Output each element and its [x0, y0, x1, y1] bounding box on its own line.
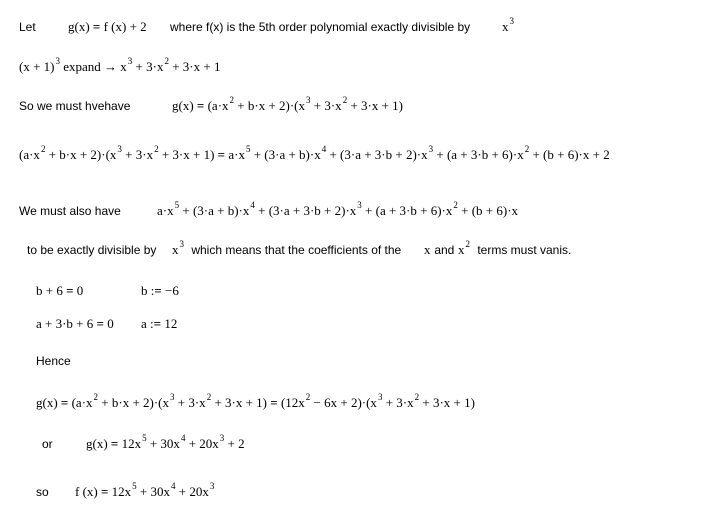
g-final: $g(x) = 12x^5 + 30x^4 + 20x^3 + 2$	[86, 433, 245, 451]
divisibility-text-4: terms must vanis.	[474, 243, 572, 257]
so-we-must-label: So we must hvehave	[19, 99, 131, 113]
divisibility-text-1: to be exactly divisible by	[27, 243, 160, 257]
binomial-expansion: $(x + 1)^3$ expand → $x^3 + 3\cdot x^2 + 3\cdot x + 1$	[19, 56, 221, 74]
divisibility-text-2: which means that the coefficients of the	[188, 243, 405, 257]
b-equation: b + 6 = 0	[36, 283, 84, 298]
g-definition: g(x) = f (x) + 2	[68, 19, 147, 34]
let-label: Let	[19, 20, 36, 34]
x-squared-inline: $x^2$	[458, 239, 470, 257]
x-cubed-inline: $x^3$	[172, 239, 184, 257]
hence-label: Hence	[36, 354, 71, 368]
f-final: f $(x) = 12x^5 + 30x^4 + 20x^3$	[75, 481, 215, 499]
x-cubed-term: $x^3$	[502, 16, 514, 34]
product-expansion: $(a\cdot x^2 + b\cdot x + 2)\cdot(x^3 + 3\cdot x^2 + 3\cdot x + 1) = a\cdot x^5 + (3\cdot a + b)\cdot x^4 + (3\cdot a + 3\cdot b + 2)\cdot x^3 + (a + 3\cdot b + 6)\cdot x^2 + (b + 6)\cdot x + 2$	[19, 144, 610, 162]
b-assignment: b := −6	[141, 283, 179, 298]
or-label: or	[42, 437, 53, 451]
a-assignment: a := 12	[141, 316, 178, 331]
definition-note: where f(x) is the 5th order polynomial exactly divisible by	[170, 20, 474, 34]
must-also-have-label: We must also have	[19, 204, 121, 218]
a-equation: a + 3·b + 6 = 0	[36, 316, 114, 331]
polynomial-without-constant: $a\cdot x^5 + (3\cdot a + b)\cdot x^4 + (3\cdot a + 3\cdot b + 2)\cdot x^3 + (a + 3\cdot b + 6)\cdot x^2 + (b + 6)\cdot x$	[157, 200, 519, 218]
so-label: so	[36, 485, 49, 499]
divisibility-text-3: and	[431, 243, 458, 257]
x-inline: x	[424, 242, 431, 257]
g-substituted: $g(x) = (a\cdot x^2 + b\cdot x + 2)\cdot(x^3 + 3\cdot x^2 + 3\cdot x + 1) = (12x^2 - 6x + 2)\cdot(x^3 + 3\cdot x^2 + 3\cdot x + 1)$	[36, 392, 475, 410]
g-factored-form: $g(x) = (a\cdot x^2 + b\cdot x + 2)\cdot(x^3 + 3\cdot x^2 + 3\cdot x + 1)$	[172, 95, 404, 113]
